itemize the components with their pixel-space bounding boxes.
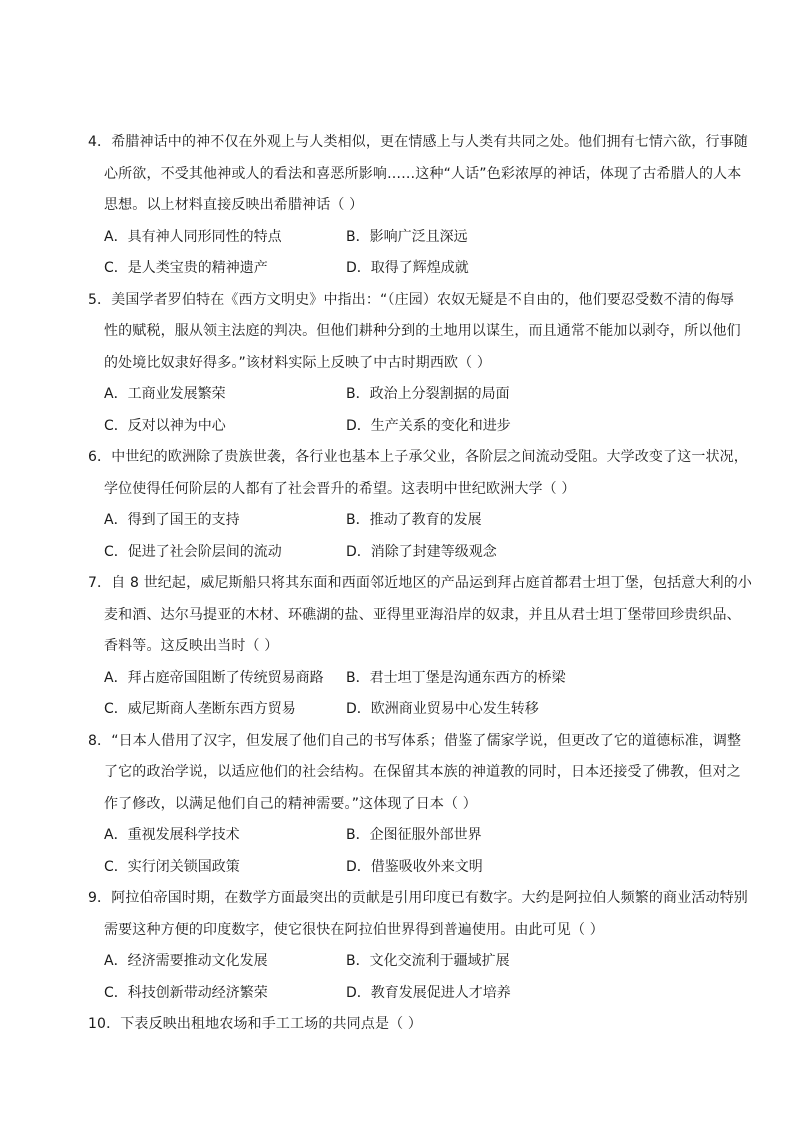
answer-option[interactable]: D．消除了封建等级观念: [346, 543, 497, 560]
answer-option[interactable]: B．推动了教育的发展: [346, 512, 482, 528]
question-9: [88, 883, 748, 1009]
question-text-line: 9．阿拉伯帝国时期，在数学方面最突出的贡献是引用印度已有数字。大约是阿拉伯人频繁的商业活动特别: [88, 890, 748, 906]
answer-option[interactable]: A．拜占庭帝国阻断了传统贸易商路: [104, 669, 324, 686]
answer-option[interactable]: C．威尼斯商人垄断东西方贸易: [104, 701, 296, 717]
answer-option[interactable]: D．教育发展促进人才培养: [346, 984, 511, 1001]
question-4: [88, 127, 748, 285]
option-row: [88, 537, 724, 569]
answer-options: [88, 820, 724, 883]
question-text-line: 心所欲，不受其他神或人的看法和喜恶所影响……这种“人话”色彩浓厚的神话，体现了古希腊人的人本: [104, 165, 742, 182]
question-text-line: 需要这种方便的印度数字，使它很快在阿拉伯世界得到普遍使用。由此可见（ ）: [104, 921, 604, 938]
question-text-line: 7．自 8 世纪起，威尼斯船只将其东面和西面邻近地区的产品运到拜占庭首都君士坦丁堡，包括意大利的小: [88, 575, 753, 591]
question-text-line: 8．“日本人借用了汉字，但发展了他们自己的书写体系；借鉴了儒家学说，但更改了它的道德标准，调整: [88, 732, 742, 749]
answer-option[interactable]: B．政治上分裂割据的局面: [346, 386, 510, 402]
answer-options: [88, 222, 724, 285]
option-row: [88, 946, 724, 978]
question-text-line: 的处境比奴隶好得多。”该材料实际上反映了中古时期西欧（ ）: [104, 354, 492, 371]
answer-option[interactable]: B．君士坦丁堡是沟通东西方的桥梁: [346, 669, 566, 686]
question-text-line: 麦和酒、达尔马提亚的木材、环礁湖的盐、亚得里亚海沿岸的奴隶，并且从君士坦丁堡带回珍贵织品、: [104, 606, 741, 623]
answer-option[interactable]: A．工商业发展繁荣: [104, 386, 226, 402]
answer-options: [88, 946, 724, 1009]
answer-options: [88, 505, 724, 568]
answer-option[interactable]: C．是人类宝贵的精神遗产: [104, 260, 268, 276]
answer-options: [88, 379, 724, 442]
question-text-line: 香料等。这反映出当时（ ）: [104, 638, 279, 654]
answer-option[interactable]: C．科技创新带动经济繁荣: [104, 984, 268, 1001]
answer-option[interactable]: D．取得了辉煌成就: [346, 260, 469, 276]
question-text-line: 6．中世纪的欧洲除了贵族世袭，各行业也基本上子承父业，各阶层之间流动受阻。大学改变了这一状况，: [88, 449, 748, 465]
question-text-line: 4．希腊神话中的神不仅在外观上与人类相似，更在情感上与人类有共同之处。他们拥有七情六欲，行事随: [88, 134, 748, 150]
option-row: [88, 663, 724, 695]
question-list: [88, 127, 753, 1041]
option-row: [88, 379, 724, 411]
question-text-line: 思想。以上材料直接反映出希腊神话（ ）: [104, 197, 364, 213]
option-row: [88, 820, 724, 852]
question-text-line: 性的赋税，服从领主法庭的判决。但他们耕种分到的土地用以谋生，而且通常不能加以剥夺，所以他们: [104, 323, 741, 339]
option-row: [88, 253, 724, 285]
answer-options: [88, 663, 724, 726]
option-row: [88, 222, 724, 254]
question-text-line: 学位使得任何阶层的人都有了社会晋升的希望。这表明中世纪欧洲大学（ ）: [104, 480, 576, 497]
question-5: [88, 285, 741, 443]
question-8: [88, 726, 742, 884]
question-6: [88, 442, 748, 568]
answer-option[interactable]: B．文化交流利于疆域扩展: [346, 953, 510, 969]
question-text-line: 作了修改，以满足他们自己的精神需要。”这体现了日本（ ）: [104, 795, 477, 812]
answer-option[interactable]: C．促进了社会阶层间的流动: [104, 543, 282, 560]
answer-option[interactable]: B．企图征服外部世界: [346, 827, 482, 843]
question-text-line: 5．美国学者罗伯特在《西方文明史》中指出：“（庄园）农奴无疑是不自由的，他们要忍受数不清的侮辱: [88, 291, 735, 308]
answer-option[interactable]: B．影响广泛且深远: [346, 228, 468, 245]
answer-option[interactable]: D．生产关系的变化和进步: [346, 417, 511, 434]
answer-option[interactable]: D．欧洲商业贸易中心发生转移: [346, 701, 539, 717]
question-10: [88, 1009, 724, 1041]
answer-option[interactable]: A．具有神人同形同性的特点: [104, 228, 282, 245]
question-text-line: 10．下表反映出租地农场和手工工场的共同点是（ ）: [88, 1016, 423, 1032]
option-row: [88, 852, 724, 884]
option-row: [88, 694, 724, 726]
answer-option[interactable]: C．实行闭关锁国政策: [104, 858, 240, 875]
option-row: [88, 505, 724, 537]
answer-option[interactable]: D．借鉴吸收外来文明: [346, 858, 483, 875]
answer-option[interactable]: A．重视发展科学技术: [104, 827, 240, 843]
answer-option[interactable]: A．经济需要推动文化发展: [104, 953, 268, 969]
option-row: [88, 978, 724, 1010]
question-text-line: 了它的政治学说，以适应他们的社会结构。在保留其本族的神道教的同时，日本还接受了佛教，但对之: [104, 764, 741, 780]
option-row: [88, 411, 724, 443]
question-7: [88, 568, 753, 726]
answer-option[interactable]: A．得到了国王的支持: [104, 512, 240, 528]
answer-option[interactable]: C．反对以神为中心: [104, 417, 226, 434]
